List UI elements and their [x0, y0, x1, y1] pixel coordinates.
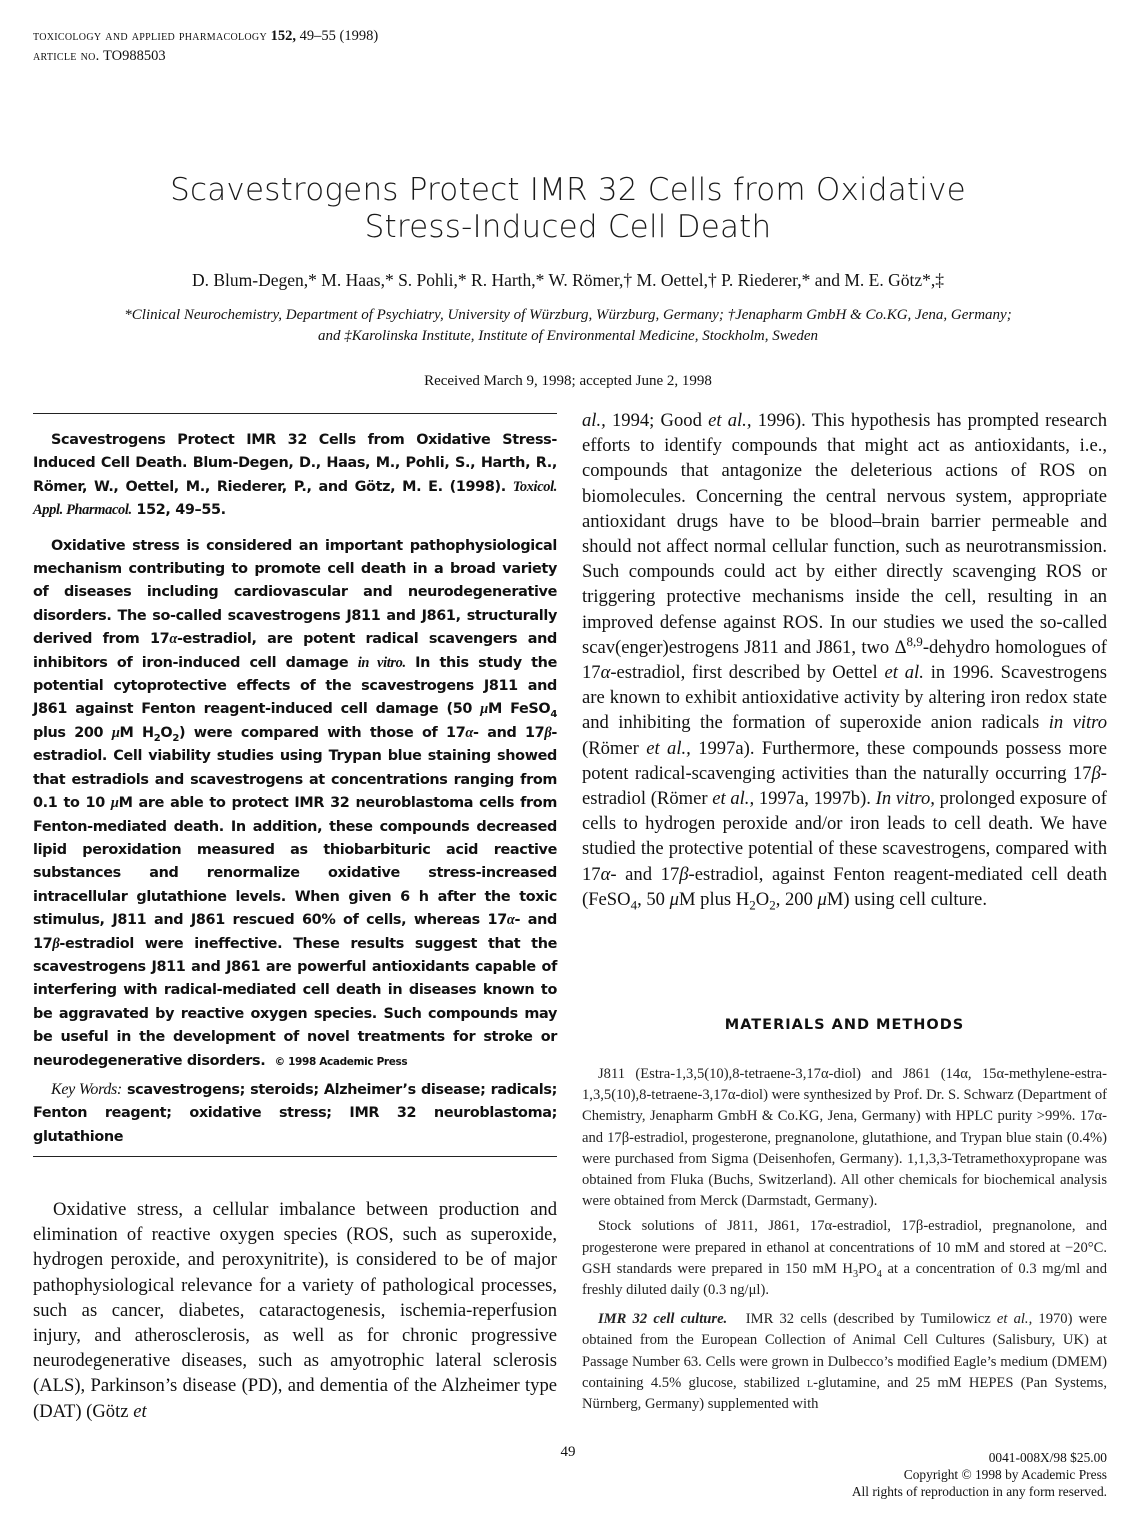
- journal-header: [33, 26, 378, 66]
- abstract-citation: Scavestrogens Protect IMR 32 Cells from Oxidative Stress-Induced Cell Death. Blum-Degen, D., Haas, M., Pohli, S., Harth, R., Römer, W., Oettel, M., Riederer, P., and Götz, M. E. (1998). Toxicol. Appl. Pharmacol. 152, 49–55.: [33, 432, 557, 519]
- methods-paragraph-2: Stock solutions of J811, J861, 17α-estradiol, 17β-estradiol, pregnanolone, and progesterone were prepared in ethanol at concentrations of 10 mM and stored at −20°C. GSH standards were prepared in 150 mM $H_3PO_4$ at a concentration of 0.3 mg/ml and freshly diluted daily (0.3 ng/μl).: [582, 1218, 1107, 1299]
- keywords-label: Key Words:: [51, 1080, 122, 1098]
- article-label: article no.: [33, 48, 100, 64]
- abstract-top-rule: [33, 413, 557, 414]
- intro-continued-paragraph: al., 1994; Good et al., 1996). This hypothesis has prompted research efforts to identify compounds that might act as antioxidants, i.e., compounds that antagonize the deleterious actions of ROS on biomolecules. Concerning the central nervous system, appropriate antioxidant drugs have to be blood–brain barrier permeable and should not affect normal cellular function, such as neurotransmission. Such compounds could act by either directly scavenging ROS or triggering protective mechanisms inside the cell, resulting in an improved defense against ROS. In our studies we used the so-called scav(enger)estrogens J811 and J861, two Δ$^{8,9}$-dehydro homologues of 17α-estradiol, first described by Oettel et al. in 1996. Scavestrogens are known to exhibit antioxidative activity by altering iron redox state and inhibiting the formation of superoxide anion radicals in vitro (Römer et al., 1997a). Furthermore, these compounds possess more potent radical-scavenging activities than the naturally occurring 17β-estradiol (Römer et al., 1997a, 1997b). In vitro, prolonged exposure of cells to hydrogen peroxide and/or iron leads to cell death. We have studied the protective potential of these scavestrogens, compared with 17α- and 17β-estradiol, against Fenton reagent-mediated cell death (FeSO$_4$, 50 μM plus $H_2O_2$, 200 μM) using cell culture.: [582, 410, 1108, 913]
- copyright-footer: [852, 1450, 1107, 1500]
- journal-volume: 152,: [270, 28, 296, 44]
- keywords-list: scavestrogens; steroids; Alzheimer’s disease; radicals; Fenton reagent; oxidative stress; IMR 32 neuroblastoma; glutathione: [33, 1081, 557, 1145]
- journal-citation-line: [33, 26, 378, 46]
- rights-line: All rights of reproduction in any form reserved.: [851, 1483, 1107, 1499]
- materials-methods-heading: MATERIALS AND METHODS: [724, 1017, 965, 1033]
- methods-paragraph-3: IMR 32 cell culture. IMR 32 cells (described by Tumilowicz et al., 1970) were obtained from the European Collection of Animal Cell Cultures (Salisbury, UK) at Passage Number 63. Cells were grown in Dulbecco’s modified Eagle’s medium (DMEM) containing 4.5% glucose, stabilized l-glutamine, and 25 mM HEPES (Pan Systems, Nürnberg, Germany) supplemented with: [582, 1311, 1107, 1413]
- materials-methods-text: [582, 1064, 1107, 1415]
- citation-journal: Toxicol. Appl. Pharmacol.: [33, 478, 557, 519]
- copyright-line: Copyright © 1998 by Academic Press: [903, 1466, 1107, 1482]
- affiliation-line-1: *Clinical Neurochemistry, Department of Psychiatry, University of Würzburg, Würzburg, Germany; †Jenapharm GmbH & Co.KG, Jena, Germany;: [124, 307, 1012, 323]
- abstract-copyright: © 1998 Academic Press: [274, 1055, 408, 1068]
- paper-title: [0, 172, 1136, 246]
- introduction-text: [33, 1197, 557, 1424]
- page-number: 49: [560, 1444, 576, 1460]
- keywords: [33, 1078, 557, 1149]
- title-line-1: Scavestrogens Protect IMR 32 Cells from Oxidative: [170, 172, 966, 208]
- abstract: [33, 429, 557, 1149]
- abstract-bottom-rule: [33, 1156, 557, 1157]
- received-dates: Received March 9, 1998; accepted June 2, 1998: [424, 373, 712, 389]
- journal-pages-year: 49–55 (1998): [299, 28, 379, 44]
- introduction-continued: [582, 408, 1107, 912]
- affiliations: [40, 305, 1096, 347]
- article-number-line: [33, 46, 378, 66]
- citation-volume: 152, 49–55.: [136, 502, 226, 519]
- abstract-body: Oxidative stress is considered an important pathophysiological mechanism contributing to promote cell death in a broad variety of diseases including cardiovascular and neurodegenerative disorders. The so-called scavestrogens J811 and J861, structurally derived from 17α-estradiol, are potent radical scavengers and inhibitors of iron-induced cell damage in vitro. In this study the potential cytoprotective effects of the scavestrogens J811 and J861 against Fenton reagent-induced cell damage (50 μM FeSO$_4$ plus 200 μM $H_2O_2$) were compared with those of 17α- and 17β-estradiol. Cell viability studies using Trypan blue staining showed that estradiols and scavestrogens at concentrations ranging from 0.1 to 10 μM are able to protect IMR 32 neuroblastoma cells from Fenton-mediated death. In addition, these compounds decreased lipid peroxidation measured as thiobarbituric acid reactive substances and renormalize oxidative stress-increased intracellular glutathione levels. When given 6 h after the toxic stimulus, J811 and J861 rescued 60% of cells, whereas 17α- and 17β-estradiol were ineffective. These results suggest that the scavestrogens J811 and J861 are powerful antioxidants capable of interfering with radical-mediated cell death in diseases known to be aggravated by reactive oxygen species. Such compounds may be useful in the development of novel treatments for stroke or neurodegenerative disorders. © 1998 Academic Press: [33, 537, 557, 1069]
- cell-culture-subheading: IMR 32 cell culture.: [598, 1311, 728, 1328]
- journal-name: toxicology and applied pharmacology: [33, 28, 267, 44]
- article-id: TO988503: [103, 48, 166, 64]
- authors: D. Blum-Degen,* M. Haas,* S. Pohli,* R. Harth,* W. Römer,† M. Oettel,† P. Riederer,* and M. E. Götz*,‡: [192, 270, 944, 290]
- methods-paragraph-1: J811 (Estra-1,3,5(10),8-tetraene-3,17α-diol) and J861 (14α, 15α-methylene-estra-1,3,5(10),8-tetraene-3,17α-diol) were synthesized by Prof. Dr. S. Schwarz (Department of Chemistry, Jenapharm GmbH & Co.KG, Jena, Germany) with HPLC purity >99%. 17α- and 17β-estradiol, progesterone, pregnanolone, glutathione, and Trypan blue stain (0.4%) were purchased from Sigma (Deisenhofen, Germany). 1,1,3,3-Tetramethoxypropane was obtained from Fluka (Buchs, Switzerland). All other chemicals for biochemical analysis were obtained from Merck (Darmstadt, Germany).: [582, 1066, 1107, 1210]
- issn-price: 0041-008X/98 $25.00: [988, 1450, 1107, 1465]
- affiliation-line-2: and ‡Karolinska Institute, Institute of Environmental Medicine, Stockholm, Sweden: [317, 328, 819, 344]
- title-line-2: Stress-Induced Cell Death: [364, 209, 772, 245]
- intro-paragraph: Oxidative stress, a cellular imbalance between production and elimination of reactive oxygen species (ROS, such as superoxide, hydrogen peroxide, and peroxynitrite), is considered to be of major pathophysiological relevance for a variety of pathological processes, such as cancer, diabetes, cataractogenesis, ischemia-reperfusion injury, and atherosclerosis, as well as for chronic progressive neurodegenerative diseases, such as amyotrophic lateral sclerosis (ALS), Parkinson’s disease (PD), and dementia of the Alzheimer type (DAT) (Götz et: [33, 1199, 557, 1422]
